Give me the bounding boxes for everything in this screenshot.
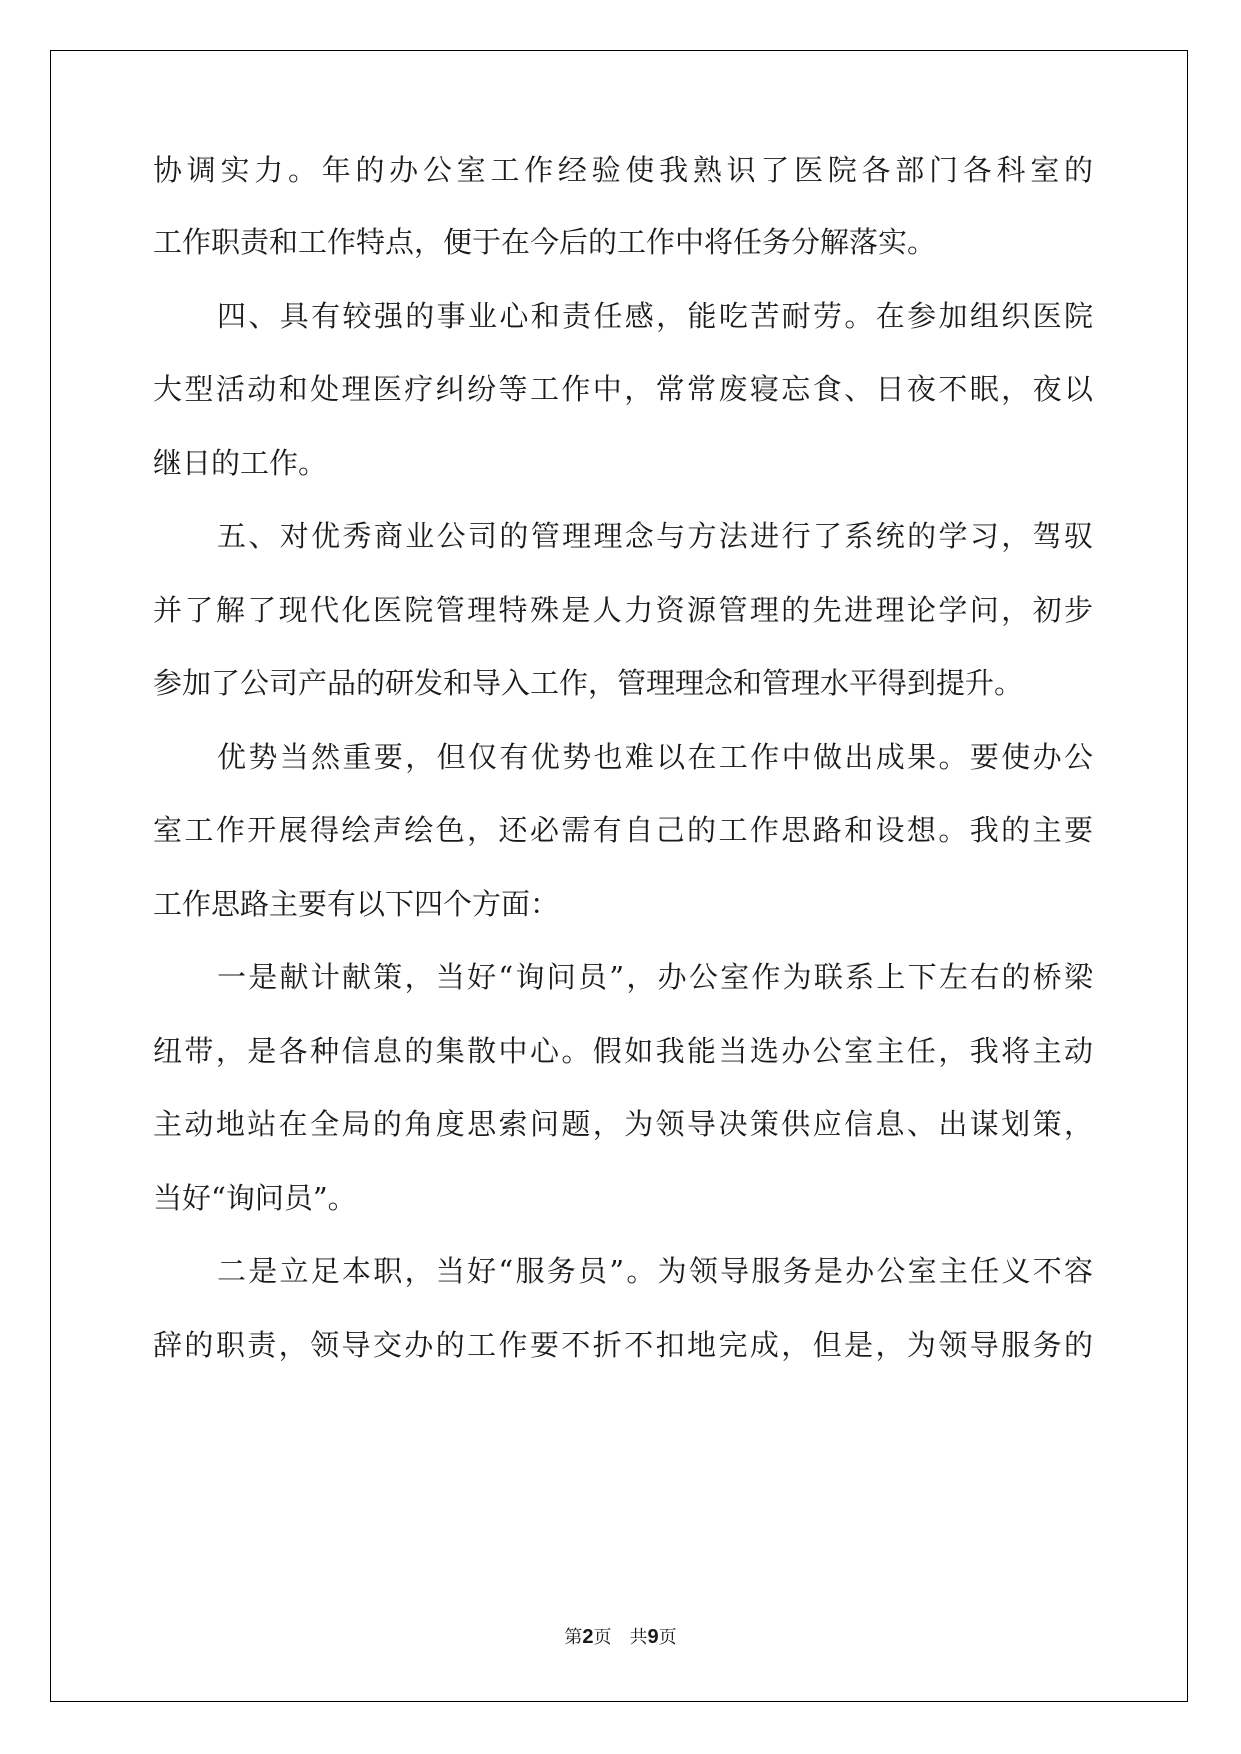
- body-line-11: 工作思路主要有以下四个方面：: [153, 887, 560, 921]
- page-number: 2: [582, 1626, 594, 1648]
- page-prefix: 第: [564, 1627, 583, 1648]
- body-line-13: 纽带，是各种信息的集散中心。假如我能当选办公室主任，我将主动: [153, 1034, 1093, 1068]
- body-line-1: 协调实力。年的办公室工作经验使我熟识了医院各部门各科室的: [153, 153, 1093, 187]
- body-line-16: 二是立足本职，当好“服务员”。为领导服务是办公室主任义不容: [217, 1254, 1093, 1288]
- total-suffix: 页: [658, 1627, 677, 1648]
- body-line-10: 室工作开展得绘声绘色，还必需有自己的工作思路和设想。我的主要: [153, 813, 1093, 847]
- body-line-14: 主动地站在全局的角度思索问题，为领导决策供应信息、出谋划策，: [153, 1107, 1093, 1141]
- page-suffix: 页: [593, 1627, 612, 1648]
- total-pages: 9: [647, 1626, 659, 1648]
- body-line-3: 四、具有较强的事业心和责任感，能吃苦耐劳。在参加组织医院: [217, 299, 1093, 333]
- total-prefix: 共: [629, 1627, 648, 1648]
- page-footer: [0, 1625, 1241, 1650]
- body-line-8: 参加了公司产品的研发和导入工作，管理理念和管理水平得到提升。: [153, 666, 1024, 700]
- body-line-6: 五、对优秀商业公司的管理理念与方法进行了系统的学习，驾驭: [217, 519, 1093, 553]
- body-line-12: 一是献计献策，当好“询问员”，办公室作为联系上下左右的桥梁: [217, 960, 1093, 994]
- body-line-15: 当好“询问员”。: [153, 1181, 357, 1215]
- body-line-7: 并了解了现代化医院管理特殊是人力资源管理的先进理论学问，初步: [153, 593, 1093, 627]
- body-line-17: 辞的职责，领导交办的工作要不折不扣地完成，但是，为领导服务的: [153, 1328, 1093, 1362]
- body-line-4: 大型活动和处理医疗纠纷等工作中，常常废寝忘食、日夜不眠，夜以: [153, 372, 1093, 406]
- body-line-2: 工作职责和工作特点，便于在今后的工作中将任务分解落实。: [153, 225, 937, 259]
- body-line-5: 继日的工作。: [153, 446, 328, 480]
- body-line-9: 优势当然重要，但仅有优势也难以在工作中做出成果。要使办公: [217, 740, 1093, 774]
